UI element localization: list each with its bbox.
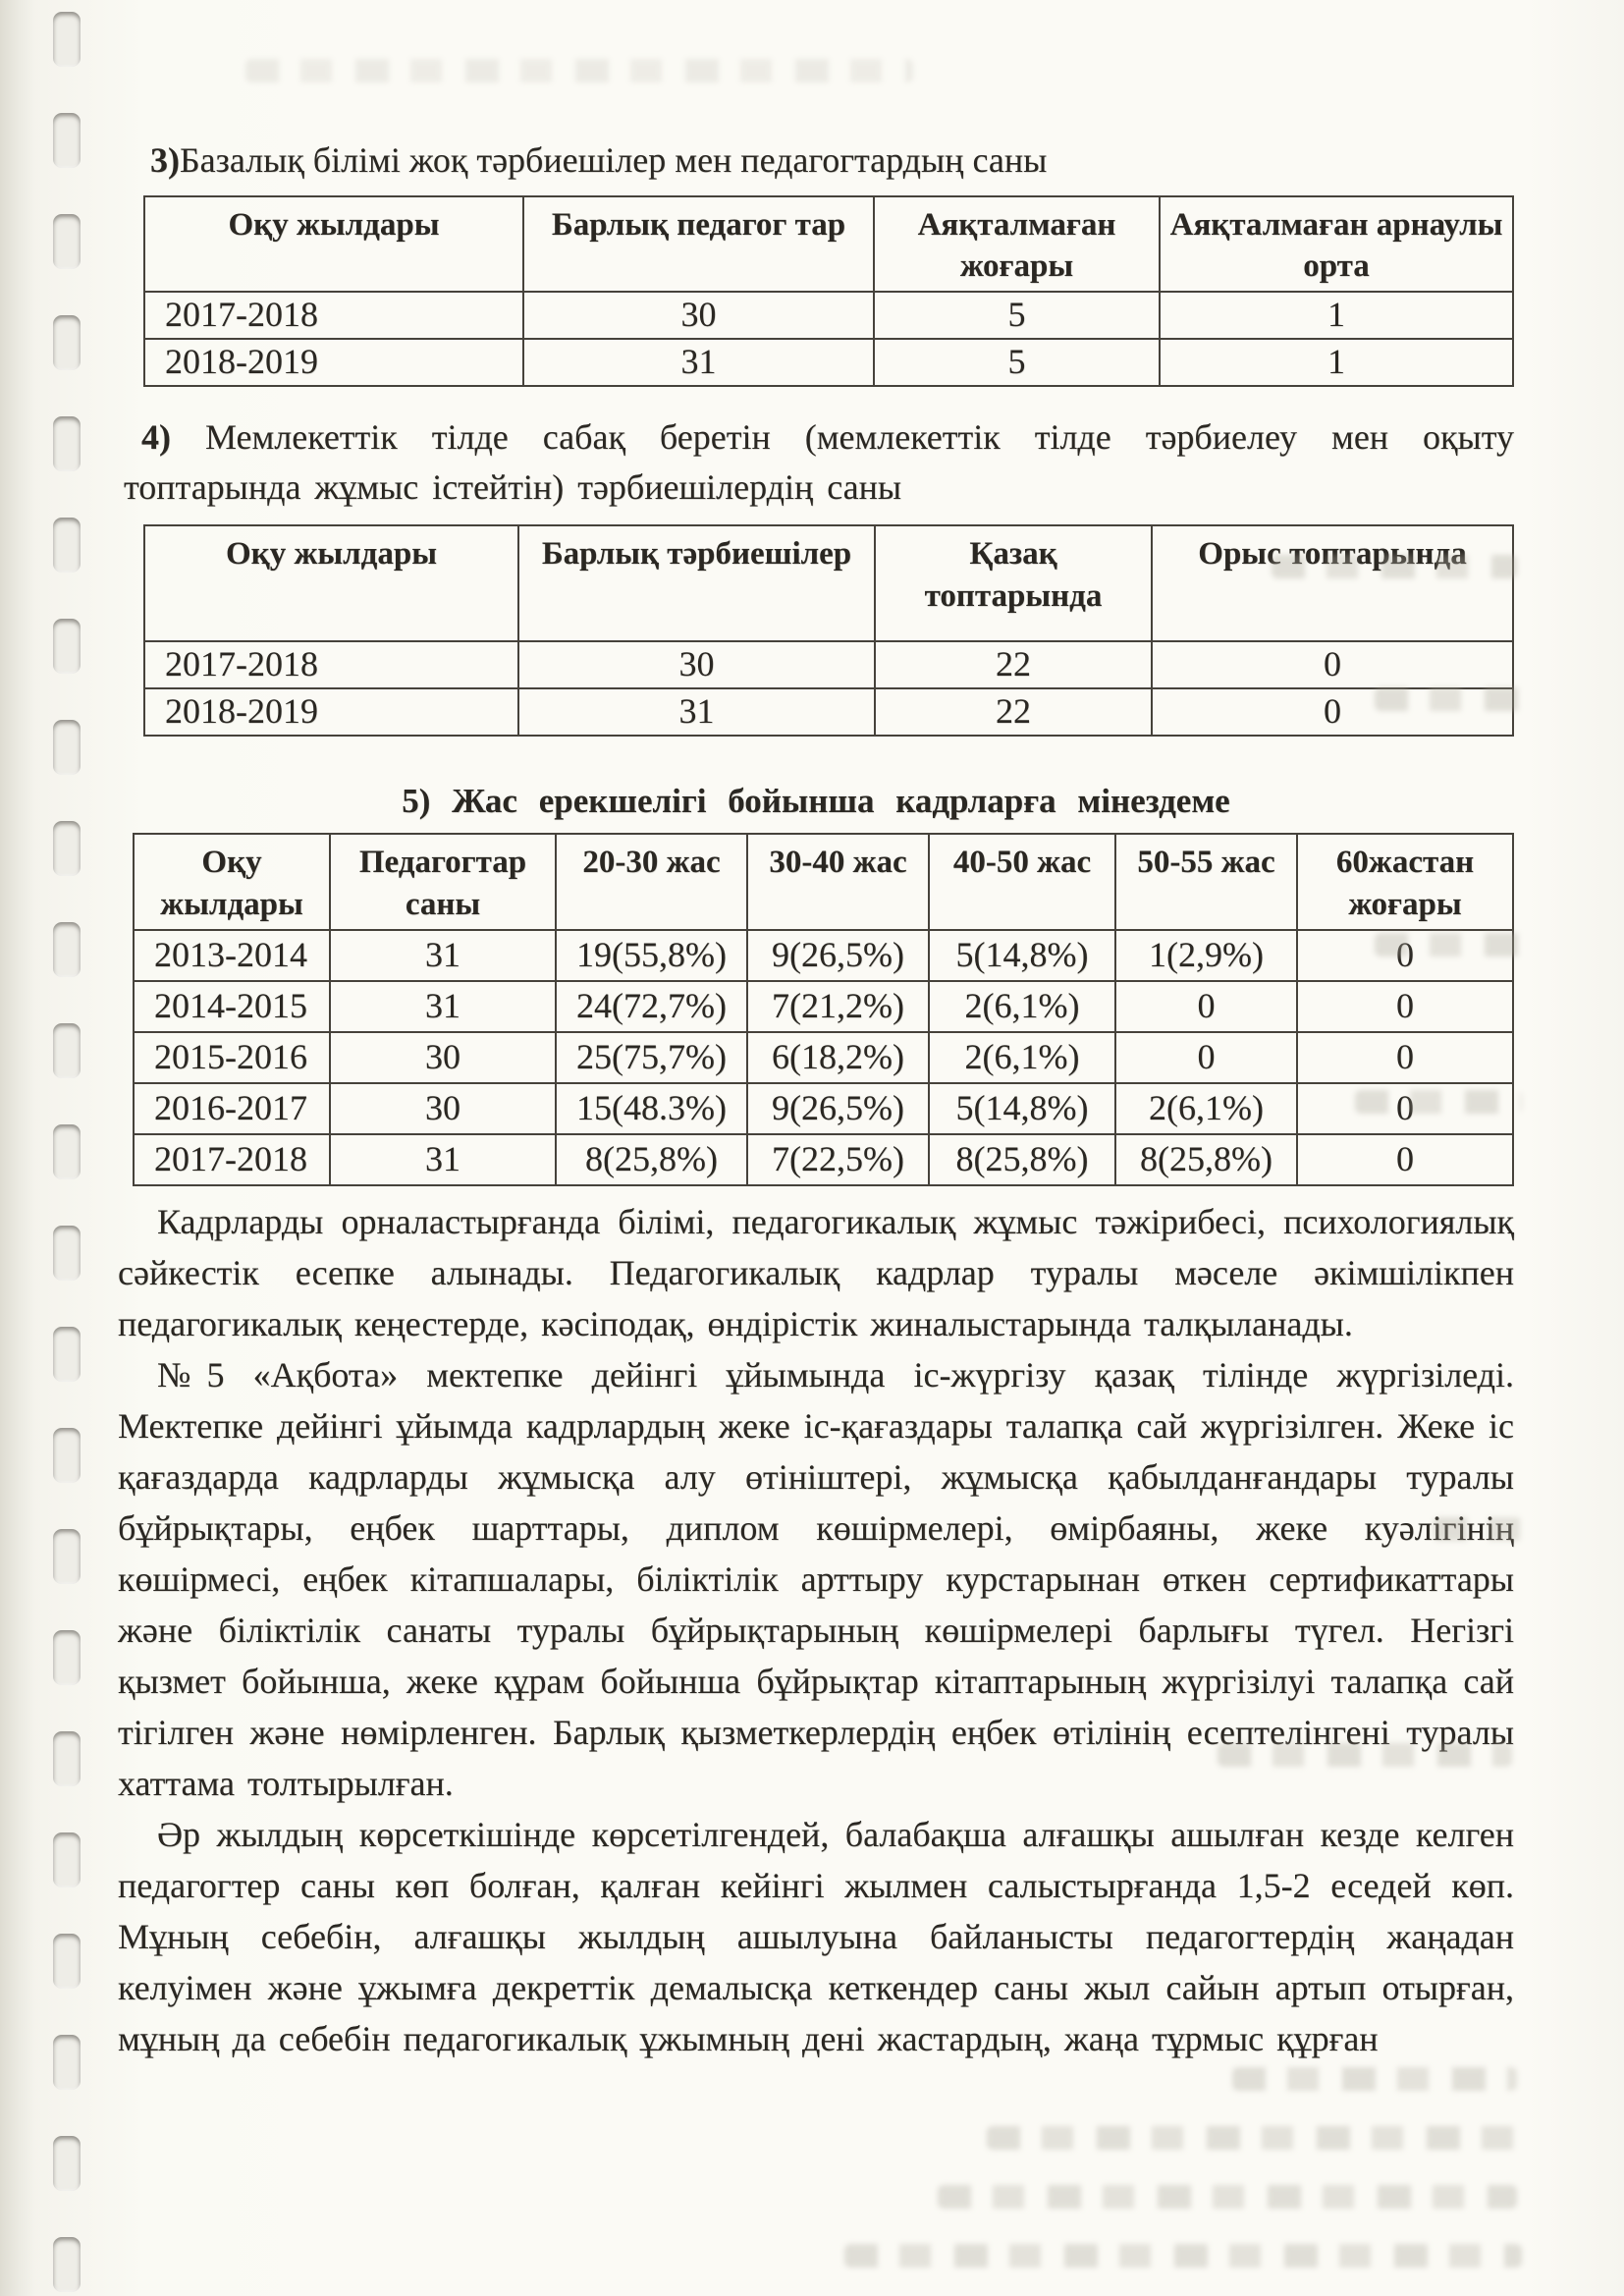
- value-cell: 19(55,8%): [556, 930, 747, 981]
- value-cell: 2(6,1%): [929, 1032, 1115, 1083]
- section-3-number: 3): [150, 140, 180, 180]
- column-header: Оқу жылдары: [134, 834, 330, 929]
- body-text: [118, 1196, 1514, 2064]
- value-cell: 0: [1152, 641, 1513, 688]
- year-cell: 2013-2014: [134, 930, 330, 981]
- table-header-row: [144, 525, 1513, 641]
- value-cell: 5(14,8%): [929, 1083, 1115, 1134]
- value-cell: 0: [1297, 1083, 1513, 1134]
- value-cell: 22: [875, 688, 1152, 736]
- column-header: Педагогтар саны: [330, 834, 556, 929]
- table-row: [144, 339, 1513, 386]
- value-cell: 22: [875, 641, 1152, 688]
- table-row: [144, 641, 1513, 688]
- ink-bleedthrough: [844, 2244, 1522, 2268]
- value-cell: 1: [1160, 292, 1513, 339]
- value-cell: 2(6,1%): [929, 981, 1115, 1032]
- value-cell: 7(21,2%): [747, 981, 929, 1032]
- ink-bleedthrough: [987, 2126, 1517, 2150]
- table-educators-without-basic-education: [143, 195, 1514, 387]
- table-row: [134, 981, 1513, 1032]
- table-header-row: [134, 834, 1513, 929]
- table-row: [134, 1083, 1513, 1134]
- section-3-heading: [150, 137, 1514, 184]
- value-cell: 31: [518, 688, 875, 736]
- paragraph-staffing: Кадрларды орналастырғанда білімі, педагогикалық жұмыс тәжірибесі, психологиялық сәйкестік есепке алынады. Педагогикалық кадрлар туралы мәселе әкімшілікпен педагогикалық кеңестерде, кәсіподақ, өндірістік жиналыстарында талқыланады.: [118, 1201, 1514, 1343]
- value-cell: 31: [330, 1134, 556, 1185]
- column-header: Барлық тәрбиешілер: [518, 525, 875, 641]
- table-row: [134, 930, 1513, 981]
- value-cell: 30: [518, 641, 875, 688]
- column-header: Оқу жылдары: [144, 196, 523, 292]
- year-cell: 2017-2018: [144, 641, 518, 688]
- table-row: [144, 688, 1513, 736]
- value-cell: 31: [330, 981, 556, 1032]
- value-cell: 0: [1115, 981, 1297, 1032]
- ink-bleedthrough: [938, 2185, 1517, 2209]
- value-cell: 0: [1297, 930, 1513, 981]
- column-header: 30-40 жас: [747, 834, 929, 929]
- year-cell: 2015-2016: [134, 1032, 330, 1083]
- year-cell: 2017-2018: [144, 292, 523, 339]
- value-cell: 8(25,8%): [929, 1134, 1115, 1185]
- column-header: Қазақ топтарында: [875, 525, 1152, 641]
- year-cell: 2014-2015: [134, 981, 330, 1032]
- value-cell: 5(14,8%): [929, 930, 1115, 981]
- section-4-title: Мемлекеттік тілде сабақ беретін (мемлекеттік тілде тәрбиелеу мен оқыту топтарында жұмыс істейтін) тәрбиешілердің саны: [124, 417, 1514, 508]
- value-cell: 1(2,9%): [1115, 930, 1297, 981]
- value-cell: 6(18,2%): [747, 1032, 929, 1083]
- value-cell: 8(25,8%): [1115, 1134, 1297, 1185]
- table-header-row: [144, 196, 1513, 292]
- column-header: 60жастан жоғары: [1297, 834, 1513, 929]
- value-cell: 5: [874, 339, 1160, 386]
- value-cell: 0: [1115, 1032, 1297, 1083]
- column-header: Аяқталмаған жоғары: [874, 196, 1160, 292]
- column-header: 50-55 жас: [1115, 834, 1297, 929]
- column-header: Барлық педагог тар: [523, 196, 874, 292]
- binding-hole: [53, 2237, 81, 2292]
- value-cell: 31: [523, 339, 874, 386]
- value-cell: 7(22,5%): [747, 1134, 929, 1185]
- table-row: [144, 292, 1513, 339]
- value-cell: 5: [874, 292, 1160, 339]
- table-state-language-educators: [143, 524, 1514, 737]
- section-3-title: Базалық білімі жоқ тәрбиешілер мен педагогтардың саны: [180, 140, 1048, 180]
- section-4-heading: [124, 412, 1514, 513]
- value-cell: 0: [1297, 1134, 1513, 1185]
- year-cell: 2017-2018: [134, 1134, 330, 1185]
- binding-hole: [53, 2136, 81, 2191]
- value-cell: 30: [523, 292, 874, 339]
- year-cell: 2018-2019: [144, 688, 518, 736]
- paragraph-yearly-indicator: Әр жылдың көрсеткішінде көрсетілгендей, балабақша алғашқы ашылған кезде келген педагогтер саны көп болған, қалған кейінгі жылмен салыстырғанда 1,5-2 еседей көп. Мұның себебін, алғашқы жылдың ашылуына байланысты педагогтердің жаңадан келуімен және ұжымға декреттік демалысқа кеткендер саны жыл сайын артып отырған, мұның да себебін педагогикалық ұжымның дені жастардың, жаңа тұрмыс құрған: [118, 1814, 1514, 2058]
- value-cell: 9(26,5%): [747, 1083, 929, 1134]
- column-header: Орыс топтарында: [1152, 525, 1513, 641]
- value-cell: 1: [1160, 339, 1513, 386]
- value-cell: 15(48.3%): [556, 1083, 747, 1134]
- value-cell: 31: [330, 930, 556, 981]
- value-cell: 9(26,5%): [747, 930, 929, 981]
- table-row: [134, 1032, 1513, 1083]
- value-cell: 0: [1297, 981, 1513, 1032]
- value-cell: 24(72,7%): [556, 981, 747, 1032]
- section-5-heading: 5) Жас ерекшелігі бойынша кадрларға мінездеме: [402, 782, 1230, 821]
- column-header: Оқу жылдары: [144, 525, 518, 641]
- table-row: [134, 1134, 1513, 1185]
- value-cell: 0: [1297, 1032, 1513, 1083]
- value-cell: 30: [330, 1032, 556, 1083]
- value-cell: 25(75,7%): [556, 1032, 747, 1083]
- ink-bleedthrough: [1232, 2067, 1517, 2091]
- column-header: 20-30 жас: [556, 834, 747, 929]
- paragraph-records: №5 «Ақбота» мектепке дейінгі ұйымында іс-жүргізу қазақ тілінде жүргізіледі. Мектепке дейінгі ұйымда кадрлардың жеке іс-қағаздары талапқа сай жүргізілген. Жеке іс қағаздарда кадрларды жұмысқа алу өтініштері, жұмысқа қабылданғандары туралы бұйрықтары, еңбек шарттары, диплом көшірмелері, өмірбаяны, жеке куәлігінің көшірмесі, еңбек кітапшалары, біліктілік арттыру курстарынан өткен сертификаттары және біліктілік санаты туралы бұйрықтарының көшірмелері барлығы түгел. Негізгі қызмет бойынша, жеке құрам бойынша бұйрықтар кітаптарының жүргізілуі талапқа сай тігілген және нөмірленген. Барлық қызметкерлердің еңбек өтілінің есептелінгені туралы хаттама толтырылған.: [118, 1354, 1514, 1803]
- column-header: 40-50 жас: [929, 834, 1115, 929]
- value-cell: 8(25,8%): [556, 1134, 747, 1185]
- section-4-number: 4): [141, 417, 171, 458]
- value-cell: 30: [330, 1083, 556, 1134]
- value-cell: 2(6,1%): [1115, 1083, 1297, 1134]
- table-age-distribution: [133, 833, 1514, 1185]
- column-header: Аяқталмаған арнаулы орта: [1160, 196, 1513, 292]
- value-cell: 0: [1152, 688, 1513, 736]
- year-cell: 2016-2017: [134, 1083, 330, 1134]
- year-cell: 2018-2019: [144, 339, 523, 386]
